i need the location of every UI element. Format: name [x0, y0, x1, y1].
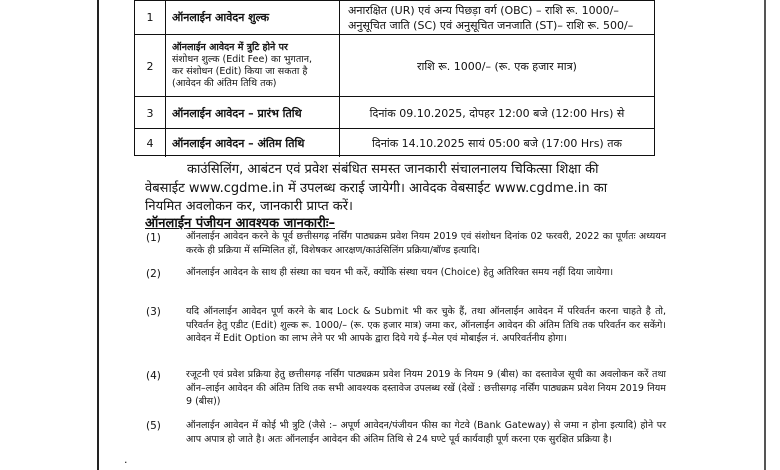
row-label-line: (आवेदन की अंतिम तिथि तक)	[172, 78, 277, 89]
table-row	[135, 128, 654, 157]
continuation-mark: ·	[124, 456, 128, 469]
fee-general-obc: अनारक्षित (UR) एवं अन्य पिछड़ा वर्ग (OBC) – राशि रू. 1000/–	[348, 3, 619, 17]
list-item-number: (2)	[146, 268, 161, 280]
row-label-line: कर संशोधन (Edit) किया जा सकता है	[172, 66, 308, 77]
table-row	[135, 96, 654, 129]
row-label: ऑनलाईन आवेदन – अंतिम तिथि	[166, 129, 340, 157]
row-label: ऑनलाईन आवेदन शुल्क	[166, 1, 340, 34]
row-label: ऑनलाईन आवेदन – प्रारंभ तिथि	[166, 97, 340, 129]
table-row	[135, 1, 654, 34]
info-paragraph-line: काउंसिलिंग, आबंटन एवं प्रवेश संबंधित समस्त जानकारी संचालनालय चिकित्सा शिक्षा की	[187, 162, 599, 177]
row-label-line: संशोधन शुल्क (Edit Fee) का भुगतान,	[172, 54, 312, 65]
row-number: 1	[135, 1, 166, 34]
list-item: यदि ऑनलाईन आवेदन पूर्ण करने के बाद Lock & Submit भी कर चुके हैं, तथा ऑनलाईन आवेदन में परिवर्तन करना चाहते है तो, परिवर्तन हेतु एडीट (Edit) शुल्क रू. 1000/– (रू. एक हजार मात्र) जमा कर, ऑनलाईन आवेदन की अंतिम तिथि तक परिवर्तन कर सकेंगे। आवेदन में Edit Option का लाभ लेने पर भी आपके द्वारा दिये गये ई–मेल एवं मोबाईल नं. अपरिवर्तनीय होगा।	[186, 306, 666, 344]
table-row	[135, 34, 654, 97]
list-item-number: (4)	[146, 370, 161, 382]
row-label	[166, 35, 340, 97]
list-item: ऑनलाईन आवेदन के साथ ही संस्था का चयन भी करें, क्योंकि संस्था चयन (Choice) हेतु अतिरिक्त समय नहीं दिया जायेगा।	[186, 267, 614, 278]
info-paragraph-line: नियमित अवलोकन कर, जानकारी प्राप्त करें।	[145, 199, 353, 214]
row-number: 2	[135, 35, 166, 97]
row-number: 4	[135, 129, 166, 157]
info-paragraph-line: वेबसाईट www.cgdme.in में उपलब्ध कराई जायेगी। आवेदक वेबसाईट www.cgdme.in का	[145, 181, 608, 196]
row-value: दिनांक 14.10.2025 सायं 05:00 बजे (17:00 Hrs) तक	[372, 136, 622, 150]
row-value: दिनांक 09.10.2025, दोपहर 12:00 बजे (12:00 Hrs) से	[369, 106, 625, 120]
list-item-number: (1)	[146, 232, 161, 244]
left-margin-rule	[97, 0, 99, 470]
row-label-line: ऑनलाईन आवेदन में त्रुटि होने पर	[172, 42, 288, 53]
fee-sc-st: अनुसूचित जाति (SC) एवं अनुसूचित जनजाति (ST)– राशि रू. 500/–	[348, 18, 634, 32]
list-item: रजूटनी एवं प्रवेश प्रक्रिया हेतु छत्तीसगढ़ नर्सिंग पाठ्यक्रम प्रवेश नियम 2019 के नियम 9 (बीस) का दस्तावेज सूची का अवलोकन करें तथा ऑन–लाईन आवेदन की अंतिम तिथि तक सभी आवश्यक दस्तावेज उपलब्ध रखें (देखें : छत्तीसगढ़ नर्सिंग पाठ्यक्रम प्रवेश नियम 2019 नियम 9 (बीस))	[186, 369, 666, 407]
fee-schedule-table	[134, 0, 655, 156]
right-margin-rule	[764, 0, 766, 470]
row-value: राशि रू. 1000/– (रू. एक हजार मात्र)	[417, 59, 577, 73]
list-item-number: (5)	[146, 420, 161, 432]
section-heading: ऑनलाईन पंजीयन आवश्यक जानकारीः–	[145, 216, 335, 231]
row-number: 3	[135, 97, 166, 129]
list-item-number: (3)	[146, 306, 161, 318]
list-item: ऑनलाईन आवेदन में कोई भी त्रुटि (जैसे :– अपूर्ण आवेदन/पंजीयन फीस का गेटवे (Bank Gateway) से जमा न होना इत्यादि) होने पर आप अपात्र हो जाते है। अतः ऑनलाईन आवेदन की अंतिम तिथि से 24 घण्टे पूर्व कार्यवाही पूर्ण करना एक सुरक्षित प्रक्रिया है।	[186, 420, 666, 445]
row-value	[340, 1, 654, 34]
list-item: ऑनलाईन आवेदन करने के पूर्व छत्तीसगढ़ नर्सिंग पाठ्यक्रम प्रवेश नियम 2019 एवं संशोधन दिनांक 02 फरवरी, 2022 का पूर्णतः अध्ययन करके ही प्रक्रिया में सम्मिलित हों, विशेषकर आरक्षण/काउंसिलिंग प्रक्रिया/बॉण्ड इत्यादि।	[186, 231, 666, 256]
